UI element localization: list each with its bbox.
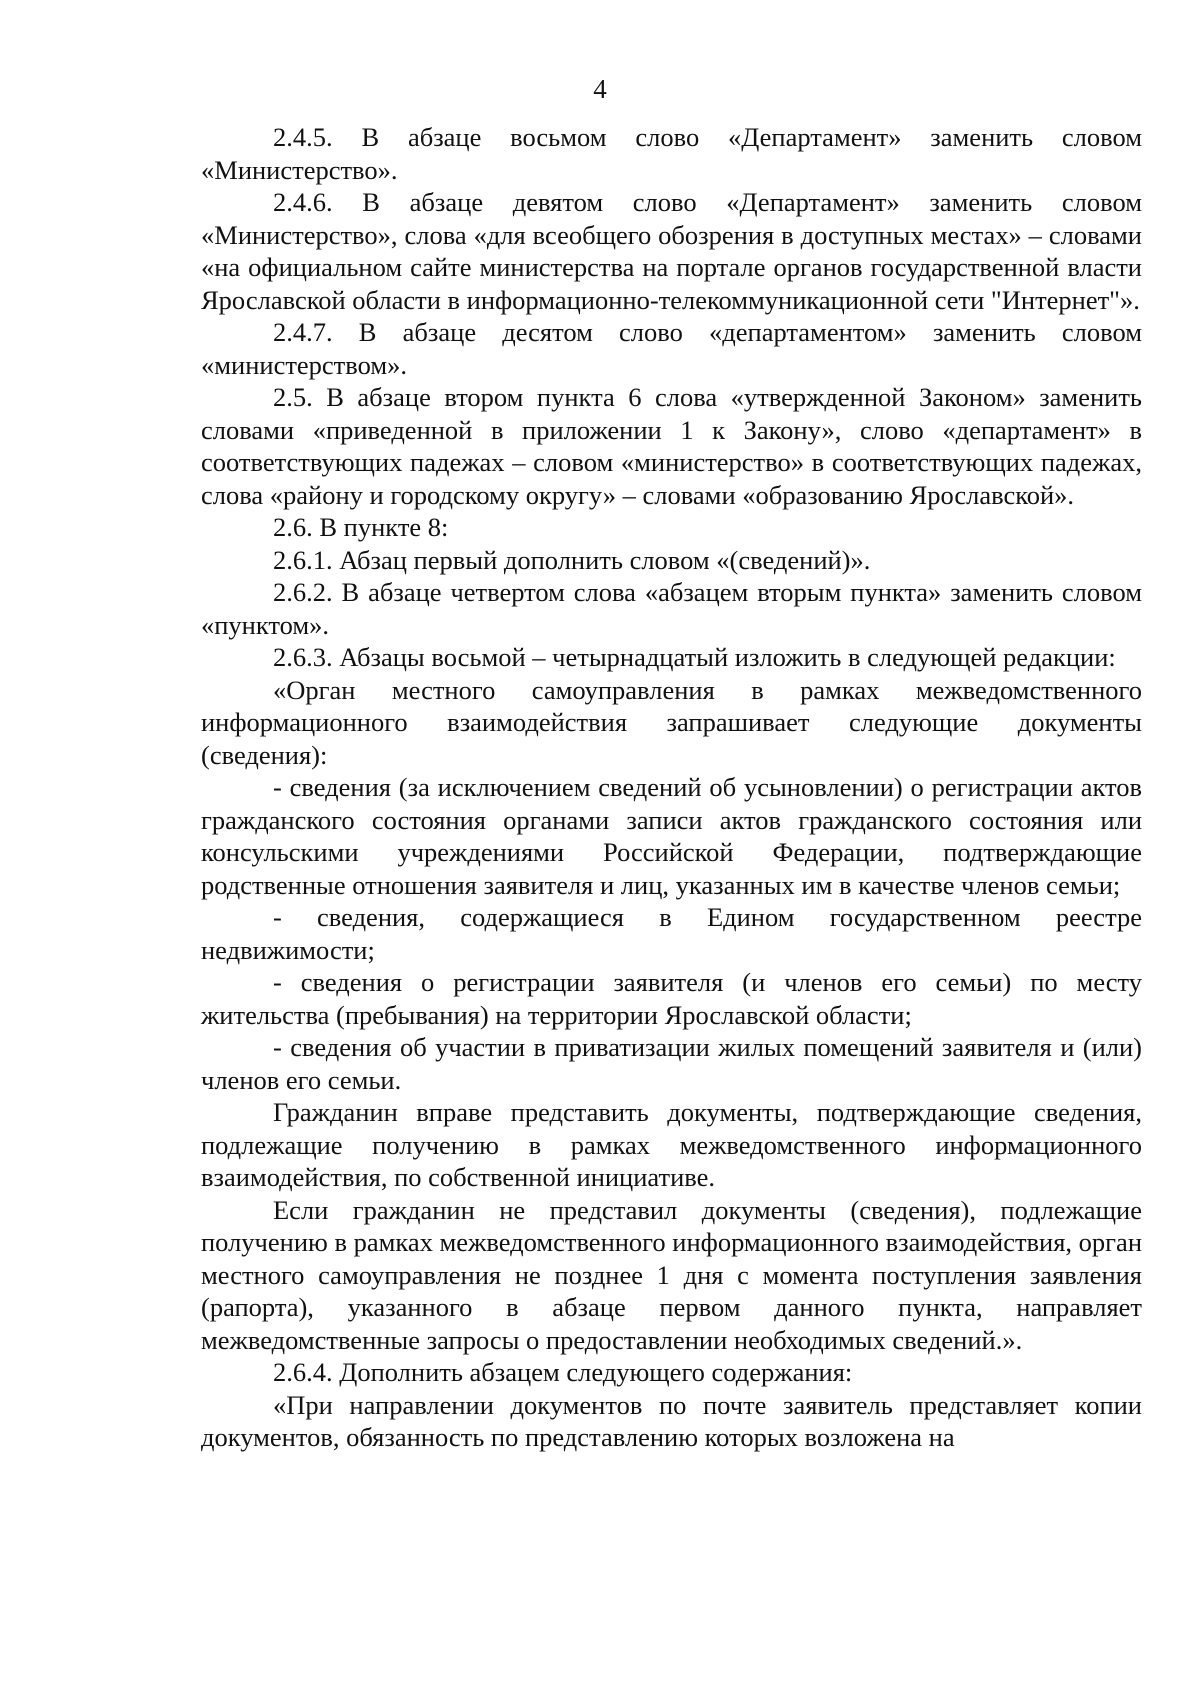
list-item-residence-registration: - сведения о регистрации заявителя (и членов его семьи) по месту жительства (пребывания) на территории Ярославской области; [201,967,1142,1030]
quoted-paragraph-intro: «Орган местного самоуправления в рамках межведомственного информационного взаимодействия запрашивает следующие документы (сведения): [201,674,1142,770]
paragraph-2-6: 2.6. В пункте 8: [273,512,449,542]
document-body [201,121,1142,1454]
paragraph-mail-submission: «При направлении документов по почте заявитель представляет копии документов, обязанность по представлению которых возложена на [201,1389,1142,1452]
paragraph-2-6-1: 2.6.1. Абзац первый дополнить словом «(сведений)». [273,544,871,575]
paragraph-citizen-right: Гражданин вправе представить документы, подтверждающие сведения, подлежащие получению в рамках межведомственного информационного взаимодействия, по собственной инициативе. [201,1097,1142,1192]
paragraph-2-6-4: 2.6.4. Дополнить абзацем следующего содержания: [273,1357,853,1387]
list-item-civil-status: - сведения (за исключением сведений об усыновлении) о регистрации актов гражданского состояния органами записи актов гражданского состояния или консульскими учреждениями Российской Федерации, подтверждающие родственные отношения заявителя и лиц, указанных им в качестве членов семьи; [201,772,1142,900]
page-number: 4 [593,74,607,104]
paragraph-2-4-6: 2.4.6. В абзаце девятом слово «Департамент» заменить словом «Министерство», слова «для всеобщего обозрения в доступных местах» – словами «на официальном сайте министерства на портале органов государственной власти Ярославской области в информационно-телекоммуникационной сети "Интернет"». [201,187,1142,315]
paragraph-2-6-2: 2.6.2. В абзаце четвертом слова «абзацем вторым пункта» заменить словом «пунктом». [201,577,1142,640]
paragraph-interagency-requests: Если гражданин не представил документы (сведения), подлежащие получению в рамках межведомственного информационного взаимодействия, орган местного самоуправления не позднее 1 дня с момента поступления заявления (рапорта), указанного в абзаце первом данного пункта, направляет межведомственные запросы о предоставлении необходимых сведений.». [201,1194,1142,1355]
paragraph-2-4-5: 2.4.5. В абзаце восьмом слово «Департамент» заменить словом «Министерство». [201,122,1142,185]
paragraph-2-5: 2.5. В абзаце втором пункта 6 слова «утвержденной Законом» заменить словами «приведенной в приложении 1 к Закону», слово «департамент» в соответствующих падежах – словом «министерство» в соответствующих падежах, слова «району и городскому округу» – словами «образованию Ярославской». [201,382,1142,510]
list-item-privatization: - сведения об участии в приватизации жилых помещений заявителя и (или) членов его семьи. [201,1032,1142,1095]
list-item-real-estate-registry: - сведения, содержащиеся в Едином государственном реестре недвижимости; [201,902,1142,965]
paragraph-2-4-7: 2.4.7. В абзаце десятом слово «департаментом» заменить словом «министерством». [201,317,1142,380]
paragraph-2-6-3: 2.6.3. Абзацы восьмой – четырнадцатый изложить в следующей редакции: [273,642,1116,672]
